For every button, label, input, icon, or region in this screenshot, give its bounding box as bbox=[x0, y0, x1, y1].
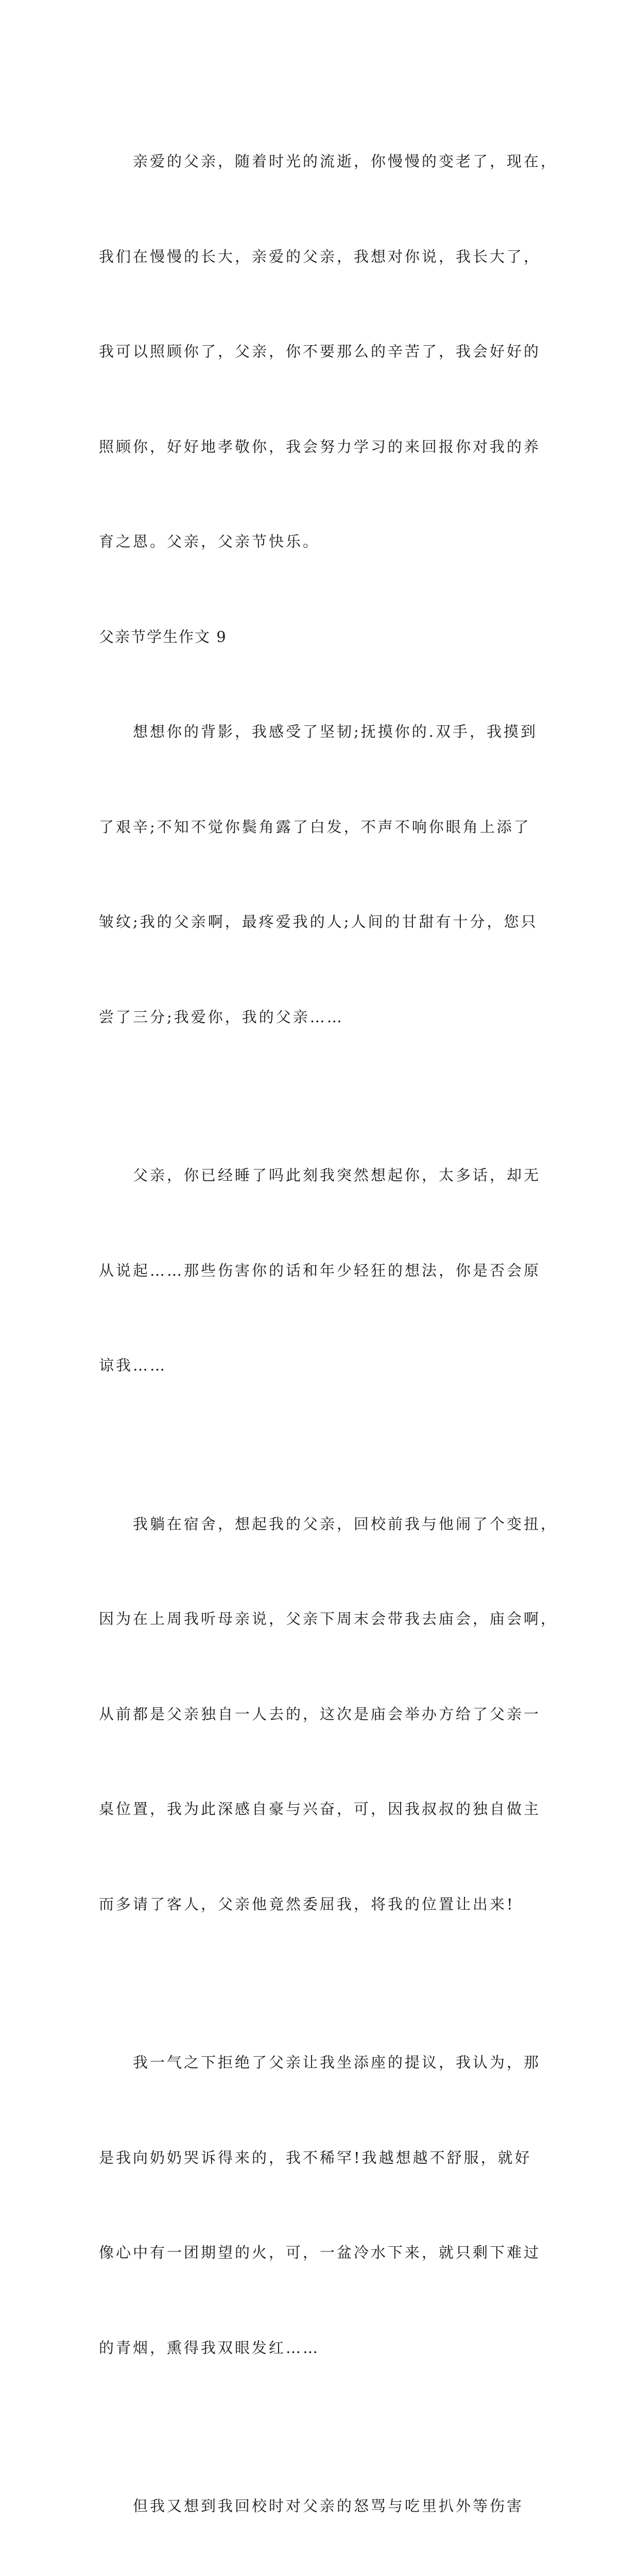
text-line: 而多请了客人，父亲他竟然委屈我，将我的位置让出来! bbox=[99, 1895, 515, 1913]
text-line: 想想你的背影，我感受了坚韧;抚摸你的.双手，我摸到 bbox=[133, 723, 538, 740]
text-line: 我躺在宿舍，想起我的父亲，回校前我与他闹了个变扭， bbox=[133, 1515, 558, 1533]
text-line: 从说起……那些伤害你的话和年少轻狂的想法，你是否会原 bbox=[99, 1261, 541, 1279]
text-line: 我一气之下拒绝了父亲让我坐添座的提议，我认为，那 bbox=[133, 2054, 541, 2071]
text-line: 了艰辛;不知不觉你鬓角露了白发，不声不响你眼角上添了 bbox=[99, 818, 531, 836]
text-line: 但我又想到我回校时对父亲的怒骂与吃里扒外等伤害 bbox=[133, 2497, 524, 2515]
text-line: 亲爱的父亲，随着时光的流逝，你慢慢的变老了，现在， bbox=[133, 152, 558, 170]
text-line: 像心中有一团期望的火，可，一盆冷水下来，就只剩下难过 bbox=[99, 2244, 541, 2261]
text-line: 桌位置，我为此深感自豪与兴奋，可，因我叔叔的独自做主 bbox=[99, 1800, 541, 1818]
paragraph bbox=[99, 82, 558, 621]
paragraph bbox=[99, 1096, 552, 1445]
paragraph bbox=[99, 1984, 552, 2427]
document-body bbox=[99, 82, 558, 2576]
text-line: 父亲，你已经睡了吗此刻我突然想起你，太多话，却无 bbox=[133, 1166, 541, 1184]
text-line: 我可以照顾你了，父亲，你不要那么的辛苦了，我会好好的 bbox=[99, 343, 541, 360]
text-line: 是我向奶奶哭诉得来的，我不稀罕!我越想越不舒服，就好 bbox=[99, 2148, 532, 2166]
text-line: 谅我…… bbox=[99, 1357, 167, 1374]
paragraph bbox=[99, 653, 552, 1096]
paragraph bbox=[99, 2427, 552, 2576]
text-line: 育之恩。父亲，父亲节快乐。 bbox=[99, 533, 320, 550]
text-line: 照顾你，好好地孝敬你，我会努力学习的来回报你对我的养 bbox=[99, 437, 541, 455]
section-heading: 父亲节学生作文 9 bbox=[99, 628, 227, 646]
text-line: 皱纹;我的父亲啊，最疼爱我的人;人间的甘甜有十分，您只 bbox=[99, 913, 538, 930]
text-line: 因为在上周我听母亲说，父亲下周末会带我去庙会，庙会啊， bbox=[99, 1610, 558, 1628]
text-line: 我们在慢慢的长大，亲爱的父亲，我想对你说，我长大了， bbox=[99, 247, 541, 265]
paragraph bbox=[99, 1445, 558, 1984]
text-line: 的青烟，熏得我双眼发红…… bbox=[99, 2338, 320, 2357]
text-line: 尝了三分;我爱你，我的父亲…… bbox=[99, 1008, 344, 1026]
text-line: 从前都是父亲独自一人去的，这次是庙会举办方给了父亲一 bbox=[99, 1705, 541, 1723]
